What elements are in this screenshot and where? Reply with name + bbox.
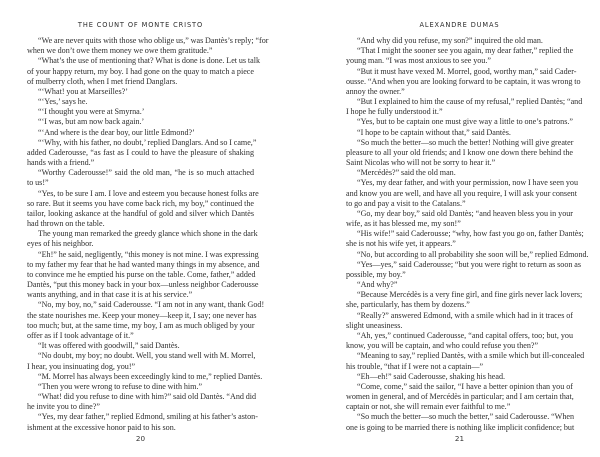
text-line: “Worthy Caderousse!” said the old man, “he is so much attached bbox=[38, 168, 254, 178]
text-line: The young man remarked the greedy glance which shone in the dark bbox=[38, 229, 258, 239]
text-line: hands with a friend.” bbox=[27, 158, 95, 168]
text-line: eyes of his neighbor. bbox=[27, 239, 94, 249]
text-line: “‘Yes,’ says he. bbox=[38, 97, 88, 107]
text-line: “So much the better—so much the better! Nothing will give greater bbox=[357, 137, 574, 147]
text-line: “‘I was, but am now back again.’ bbox=[38, 117, 145, 127]
text-line: “Yes, my dear father,” replied Edmond, smiling at his father’s aston- bbox=[38, 412, 258, 422]
text-line: “‘What! you at Marseilles?’ bbox=[38, 86, 128, 96]
text-line: annoy the owner.” bbox=[346, 86, 405, 96]
text-line: “Yes, my dear father, and with your permission, now I have seen you bbox=[357, 178, 579, 188]
text-line: “And why did you refuse, my son?” inquired the old man. bbox=[357, 36, 543, 45]
text-line: “And why?” bbox=[357, 280, 398, 290]
text-line: so rare. But it seems you have come back rich, my boy,” continued the bbox=[27, 198, 254, 208]
right-page bbox=[300, 0, 600, 457]
text-line: wife, as it has blessed me, my son!” bbox=[346, 219, 461, 229]
text-line: one is going to be married there is nothing like implicit confidence; but bbox=[346, 422, 575, 432]
text-line: his trouble, “that if I were not a captain—” bbox=[346, 361, 484, 371]
text-line: “Eh!” he said, negligently, “this money is not mine. I was expressing bbox=[38, 249, 259, 259]
text-line: “No, but according to all probability she soon will be,” replied Edmond. bbox=[357, 249, 589, 259]
text-line: ousse. “And when you are looking forward to be captain, it was wrong to bbox=[346, 76, 581, 86]
text-line: “What! did you refuse to dine with him?” said old Dantès. “And did bbox=[38, 392, 257, 402]
text-line: “So much the better—so much the better,” said Caderousse. “When bbox=[357, 412, 575, 422]
text-line: “Then you were wrong to refuse to dine with him.” bbox=[38, 381, 203, 391]
text-line: “Yes, but to be captain one must give way a little to one’s patrons.” bbox=[357, 117, 573, 127]
text-line: “Come, come,” said the sailor, “I have a better opinion than you of bbox=[357, 381, 573, 391]
text-line: and know you are well, and have all you require, I will ask your consent bbox=[346, 188, 577, 198]
text-line: “His wife!” said Caderousse; “why, how fast you go on, father Dantès; bbox=[357, 229, 584, 239]
text-line: “Meaning to say,” replied Dantès, with a smile which but ill-concealed bbox=[357, 351, 585, 361]
text-line: “Go, my dear boy,” said old Dantès; “and heaven bless you in your bbox=[357, 208, 573, 218]
running-head-author: ALEXANDRE DUMAS bbox=[419, 21, 500, 29]
text-line: I hear, you insinuating dog, you!” bbox=[27, 361, 136, 371]
text-line: added Caderousse, “as fast as I could to have the pleasure of shaking bbox=[27, 147, 254, 157]
text-line: know, you will be captain, and who could refuse you then?” bbox=[346, 341, 539, 351]
text-line: “Eh—eh!” said Caderousse, shaking his head. bbox=[357, 371, 506, 381]
text-line: “What’s the use of mentioning that? What is done is done. Let us talk bbox=[38, 56, 261, 66]
running-head-title: THE COUNT OF MONTE CRISTO bbox=[77, 21, 204, 29]
text-line: “But I explained to him the cause of my refusal,” replied Dantès; “and bbox=[357, 97, 583, 107]
text-line: too much; but, at the same time, my boy, I am as much obliged by your bbox=[27, 320, 255, 330]
text-line: “That I might the sooner see you again, my dear father,” replied the bbox=[357, 46, 574, 56]
right-page-body bbox=[346, 36, 589, 433]
text-line: wants anything, and in that case it is at his service.” bbox=[27, 290, 193, 300]
text-line: she, particularly, has them by dozens.” bbox=[346, 300, 470, 310]
text-line: he invite you to dine?” bbox=[27, 402, 100, 412]
text-line: “Because Mercédès is a very fine girl, and fine girls never lack lovers; bbox=[357, 290, 583, 300]
text-line: to go and pay a visit to the Catalans.” bbox=[346, 198, 466, 208]
text-line: slight uneasiness. bbox=[346, 320, 403, 330]
text-line: of mulberry cloth, when I met friend Danglars. bbox=[27, 76, 178, 86]
text-line: to my father my fear that he had wanted many things in my absence, and bbox=[27, 259, 260, 269]
text-line: “Yes, to be sure I am. I love and esteem you because honest folks are bbox=[38, 188, 259, 198]
text-line: “Really?” answered Edmond, with a smile which had in it traces of bbox=[357, 310, 573, 320]
text-line: “M. Morrel has always been exceedingly kind to me,” replied Dantès. bbox=[38, 371, 263, 381]
text-line: “No doubt, my boy; no doubt. Well, you stand well with M. Morrel, bbox=[38, 351, 256, 361]
text-line: “Yes—yes,” said Caderousse; “but you were right to return as soon as bbox=[357, 259, 582, 269]
text-line: “I hope to be captain without that,” said Dantès. bbox=[357, 127, 511, 137]
left-page-body bbox=[27, 36, 269, 433]
text-line: of your happy return, my boy. I had gone on the quay to match a piece bbox=[27, 66, 254, 76]
text-line: “‘And where is the dear boy, our little Edmond?’ bbox=[38, 127, 195, 137]
text-line: young man. “I was most anxious to see you.” bbox=[346, 56, 491, 66]
text-line: she is not his wife yet, it appears.” bbox=[346, 239, 456, 249]
text-line: to convince me he emptied his purse on the table. Come, father,” added bbox=[27, 269, 256, 279]
text-line: captain or not, she will remain ever faithful to me.” bbox=[346, 402, 511, 412]
text-line: “No, my boy, no,” said Caderousse. “I am not in any want, thank God! bbox=[38, 300, 265, 310]
text-line: pleasure to all your old friends; and I know one down there behind the bbox=[346, 147, 573, 157]
page-number: 21 bbox=[454, 434, 465, 443]
text-line: “It was offered with goodwill,” said Dantès. bbox=[38, 341, 180, 351]
text-line: “We are never quits with those who oblige us,” was Dantès’s reply; “for bbox=[38, 36, 269, 45]
page-number: 20 bbox=[135, 434, 146, 443]
text-line: “‘Why, with his father, no doubt,’ replied Danglars. And so I came,” bbox=[38, 137, 257, 147]
text-line: the state nourishes me. Keep your money—keep it, I say; one never has bbox=[27, 310, 257, 320]
text-line: offer as if I took advantage of it.” bbox=[27, 330, 134, 340]
text-line: Dantès, “put this money back in your box—unless neighbor Caderousse bbox=[27, 280, 259, 290]
text-line: Saint Nicolas who will not be sorry to hear it.” bbox=[346, 158, 496, 168]
text-line: had thrown on the table. bbox=[27, 219, 105, 229]
text-line: “‘I thought you were at Smyrna.’ bbox=[38, 107, 145, 117]
text-line: when we don’t owe them money we owe them gratitude.” bbox=[27, 46, 213, 56]
text-line: I hope he fully understood it.” bbox=[346, 107, 443, 117]
text-line: “But it must have vexed M. Morrel, good, worthy man,” said Cader- bbox=[357, 66, 577, 76]
text-line: tailor, looking askance at the handful of gold and silver which Dantès bbox=[27, 208, 254, 218]
text-line: women in general, and of Mercédès in particular; and I am certain that, bbox=[346, 392, 574, 402]
text-line: ishment at the excessive honor paid to his son. bbox=[27, 422, 176, 432]
text-line: “Ah, yes,” continued Caderousse, “and capital offers, too; but, you bbox=[357, 330, 573, 340]
text-line: “Mercédès?” said the old man. bbox=[357, 168, 456, 178]
text-line: to us!” bbox=[27, 178, 49, 188]
text-line: possible, my boy.” bbox=[346, 269, 406, 279]
